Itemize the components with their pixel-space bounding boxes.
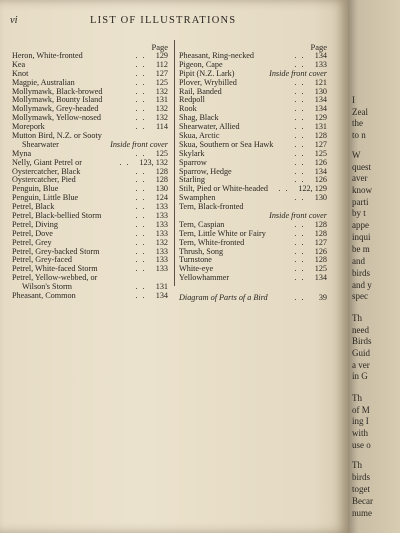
leader-dots: . .: [135, 113, 146, 123]
leader-dots: . .: [135, 122, 146, 132]
index-entry: [179, 203, 327, 212]
entry-name: Pheasant, Common: [12, 291, 76, 301]
entry-page: 132: [155, 104, 168, 114]
entry-page: 129: [314, 113, 327, 123]
entry-page: 112: [156, 59, 168, 69]
entry-name: Nelly, Giant Petrel or: [12, 157, 82, 167]
entry-name: Myna: [12, 148, 32, 158]
facing-page-text: Th: [352, 460, 362, 470]
facing-page-text: a ver: [352, 360, 370, 370]
entry-page: 132: [155, 113, 168, 123]
entry-page: 133: [155, 219, 168, 229]
leader-dots: . .: [294, 219, 305, 229]
leader-dots: . .: [135, 68, 146, 78]
entry-page: 125: [155, 77, 168, 87]
facing-page-text: use o: [352, 440, 371, 450]
facing-page-text: Birds: [352, 336, 372, 346]
leader-dots: . .: [294, 193, 305, 203]
entry-page: 133: [155, 255, 168, 265]
leader-dots: . .: [135, 264, 146, 274]
entry-name: Rook: [179, 104, 197, 114]
entry-page: 128: [314, 219, 327, 229]
leader-dots: . .: [135, 237, 146, 247]
index-entry: [179, 274, 327, 283]
entry-name: Skua, Southern or Sea Hawk: [179, 139, 274, 149]
left-column: [12, 42, 168, 301]
entry-page: 127: [155, 68, 168, 78]
leader-dots: . .: [135, 282, 146, 292]
leader-dots: . .: [294, 86, 305, 96]
entry-name: Redpoll: [179, 95, 205, 105]
entry-name: Mollymawk, Black-browed: [12, 86, 103, 96]
entry-page: 133: [314, 59, 327, 69]
facing-page-text: spec: [352, 291, 368, 301]
entry-page: 128: [155, 175, 168, 185]
page-title: LIST OF ILLUSTRATIONS: [90, 15, 237, 26]
entry-name: Skylark: [179, 148, 205, 158]
entry-name: Tern, Caspian: [179, 219, 225, 229]
page-number: vi: [10, 15, 18, 26]
leader-dots: . .: [294, 237, 305, 247]
entry-page: 133: [155, 211, 168, 221]
inside-cover-note: Inside front cover: [269, 211, 327, 221]
leader-dots: . .: [294, 293, 305, 303]
leader-dots: . .: [135, 148, 146, 158]
entry-name: Mutton Bird, N.Z. or Sooty: [12, 131, 102, 141]
facing-page-text: of M: [352, 405, 370, 415]
entry-name: Skua, Arctic: [179, 131, 220, 141]
facing-page-text: Guid: [352, 348, 370, 358]
entry-page: 123, 132: [139, 157, 168, 167]
inside-cover-note: Inside front cover: [269, 68, 327, 78]
page-column-label: Page: [151, 42, 168, 52]
entry-name: Penguin, Little Blue: [12, 193, 79, 203]
entry-name: Oystercatcher, Black: [12, 166, 81, 176]
index-entry: [12, 292, 168, 301]
entry-name: Kea: [12, 59, 26, 69]
facing-page-text: W: [352, 150, 361, 160]
leader-dots: . .: [135, 193, 146, 203]
entry-page: 131: [155, 95, 168, 105]
facing-page-text: by t: [352, 208, 366, 218]
facing-page-text: I: [352, 95, 355, 105]
facing-page-text: to n: [352, 130, 366, 140]
entry-name: Plover, Wrybilled: [179, 77, 237, 87]
facing-page-text: Becar: [352, 496, 373, 506]
facing-page-text: need: [352, 325, 369, 335]
facing-page: [348, 0, 400, 533]
entry-name: Diagram of Parts of a Bird: [179, 293, 268, 303]
leader-dots: . .: [135, 246, 146, 256]
entry-name: Turnstone: [179, 255, 212, 265]
entry-page: 125: [314, 264, 327, 274]
inside-cover-note: Inside front cover: [110, 139, 168, 149]
entry-page: 133: [155, 228, 168, 238]
entry-page: 134: [314, 104, 327, 114]
entry-page: 134: [314, 51, 327, 60]
leader-dots: . .: [294, 131, 305, 141]
leader-dots: . .: [135, 255, 146, 265]
leader-dots: . .: [135, 228, 146, 238]
leader-dots: . .: [294, 264, 305, 274]
entry-name: Magpie, Australian: [12, 77, 75, 87]
entry-name: Starling: [179, 175, 205, 185]
facing-page-text: with: [352, 428, 369, 438]
entry-name: Pipit (N.Z. Lark): [179, 68, 235, 78]
entry-page: 128: [155, 166, 168, 176]
leader-dots: . .: [294, 273, 305, 283]
facing-page-text: be m: [352, 244, 370, 254]
page-header: [0, 15, 348, 29]
entry-page: 132: [155, 86, 168, 96]
leader-dots: . .: [294, 148, 305, 158]
entry-name: White-eye: [179, 264, 214, 274]
entry-page: 125: [314, 148, 327, 158]
column-divider: [174, 40, 175, 286]
entry-page: 128: [314, 131, 327, 141]
entry-name: Yellowhammer: [179, 273, 230, 283]
entry-page: 133: [155, 246, 168, 256]
entry-name: Mollymawk, Grey-headed: [12, 104, 99, 114]
entry-page: 128: [314, 228, 327, 238]
entry-page: 131: [155, 282, 168, 292]
facing-page-text: know: [352, 185, 372, 195]
entry-page: 128: [314, 255, 327, 265]
facing-page-text: birds: [352, 268, 370, 278]
entry-name: Tern, Black-fronted: [179, 202, 244, 212]
right-column: [179, 42, 327, 303]
leader-dots: . .: [135, 202, 146, 212]
entry-name: Oystercatcher, Pied: [12, 175, 76, 185]
entry-name: Heron, White-fronted: [12, 51, 83, 60]
entry-name: Petrel, Dove: [12, 228, 53, 238]
entry-page: 127: [314, 139, 327, 149]
facing-page-text: aver: [352, 173, 368, 183]
leader-dots: . .: [135, 211, 146, 221]
entry-page: 125: [155, 148, 168, 158]
leader-dots: . .: [135, 86, 146, 96]
entry-page: 133: [155, 202, 168, 212]
leader-dots: . .: [135, 175, 146, 185]
entry-page: 130: [314, 193, 327, 203]
facing-page-text: and y: [352, 280, 372, 290]
leader-dots: . .: [294, 104, 305, 114]
leader-dots: . .: [294, 157, 305, 167]
entry-name: Petrel, White-faced Storm: [12, 264, 98, 274]
entry-name: Mollymawk, Yellow-nosed: [12, 113, 101, 123]
leader-dots: . .: [294, 139, 305, 149]
entry-page: 114: [156, 122, 168, 132]
entry-page: 134: [314, 166, 327, 176]
entry-page: 130: [155, 184, 168, 194]
entry-page: 126: [314, 175, 327, 185]
entry-name: Mollymawk, Bounty Island: [12, 95, 103, 105]
entry-name: Pigeon, Cape: [179, 59, 223, 69]
facing-page-text: inqui: [352, 232, 371, 242]
leader-dots: . .: [135, 77, 146, 87]
facing-page-text: toget: [352, 484, 370, 494]
facing-page-text: quest: [352, 162, 371, 172]
leader-dots: . .: [119, 157, 130, 167]
entry-page: 126: [314, 157, 327, 167]
entry-page: 39: [318, 293, 327, 303]
page-column-label: Page: [310, 42, 327, 52]
entry-name: Morepork: [12, 122, 45, 132]
entry-name: Swamphen: [179, 193, 216, 203]
entry-page: 130: [314, 86, 327, 96]
entry-page: 126: [314, 246, 327, 256]
entry-page: 134: [314, 95, 327, 105]
entry-name: Petrel, Black: [12, 202, 55, 212]
entry-name: Petrel, Grey-backed Storm: [12, 246, 100, 256]
leader-dots: . .: [294, 51, 305, 60]
entry-page: 132: [155, 237, 168, 247]
entry-name: Shearwater, Allied: [179, 122, 240, 132]
entry-name: Sparrow, Hedge: [179, 166, 232, 176]
leader-dots: . .: [135, 184, 146, 194]
leader-dots: . .: [135, 291, 146, 301]
entry-page: 121: [314, 77, 327, 87]
facing-page-text: Zeal: [352, 107, 368, 117]
entry-page: 134: [314, 273, 327, 283]
entry-name: Tern, White-fronted: [179, 237, 245, 247]
entry-name: Wilson's Storm: [22, 282, 73, 292]
entry-name: Petrel, Grey-faced: [12, 255, 73, 265]
leader-dots: . .: [294, 122, 305, 132]
entry-name: Tern, Little White or Fairy: [179, 228, 266, 238]
entry-name: Penguin, Blue: [12, 184, 59, 194]
leader-dots: . .: [278, 184, 289, 194]
entry-name: Petrel, Diving: [12, 219, 58, 229]
leader-dots: . .: [135, 104, 146, 114]
leader-dots: . .: [135, 166, 146, 176]
entry-name: Pheasant, Ring-necked: [179, 51, 255, 60]
entry-name: Petrel, Yellow-webbed, or: [12, 273, 98, 283]
entry-name: Petrel, Black-bellied Storm: [12, 211, 102, 221]
facing-page-text: appe: [352, 220, 369, 230]
facing-page-text: and: [352, 256, 365, 266]
entry-page: 127: [314, 237, 327, 247]
entry-name: Rail, Banded: [179, 86, 222, 96]
leader-dots: . .: [294, 113, 305, 123]
leader-dots: . .: [294, 77, 305, 87]
entry-page: 133: [155, 264, 168, 274]
entry-page: 124: [155, 193, 168, 203]
entry-name: Thrush, Song: [179, 246, 224, 256]
leader-dots: . .: [294, 228, 305, 238]
facing-page-text: ing I: [352, 416, 369, 426]
leader-dots: . .: [135, 95, 146, 105]
facing-page-text: nume: [352, 508, 372, 518]
leader-dots: . .: [135, 59, 146, 69]
leader-dots: . .: [294, 255, 305, 265]
entry-page: 122, 129: [298, 184, 327, 194]
leader-dots: . .: [135, 51, 146, 60]
entry-name: Knot: [12, 68, 29, 78]
entry-name: Petrel, Grey: [12, 237, 52, 247]
entry-page: 134: [155, 291, 168, 301]
leader-dots: . .: [294, 175, 305, 185]
facing-page-text: birds: [352, 472, 370, 482]
entry-page: 129: [155, 51, 168, 60]
leader-dots: . .: [135, 219, 146, 229]
entry-name: Shearwater: [22, 139, 59, 149]
entry-name: Sparrow: [179, 157, 207, 167]
facing-page-text: parti: [352, 197, 369, 207]
facing-page-text: the: [352, 118, 363, 128]
leader-dots: . .: [294, 246, 305, 256]
leader-dots: . .: [294, 95, 305, 105]
facing-page-text: in G: [352, 371, 368, 381]
entry-page: 131: [314, 122, 327, 132]
entry-name: Shag, Black: [179, 113, 219, 123]
facing-page-text: Th: [352, 313, 362, 323]
leader-dots: . .: [294, 166, 305, 176]
facing-page-text: Th: [352, 393, 362, 403]
entry-name: Stilt, Pied or White-headed: [179, 184, 268, 194]
leader-dots: . .: [294, 59, 305, 69]
diagram-entry: [179, 294, 327, 303]
